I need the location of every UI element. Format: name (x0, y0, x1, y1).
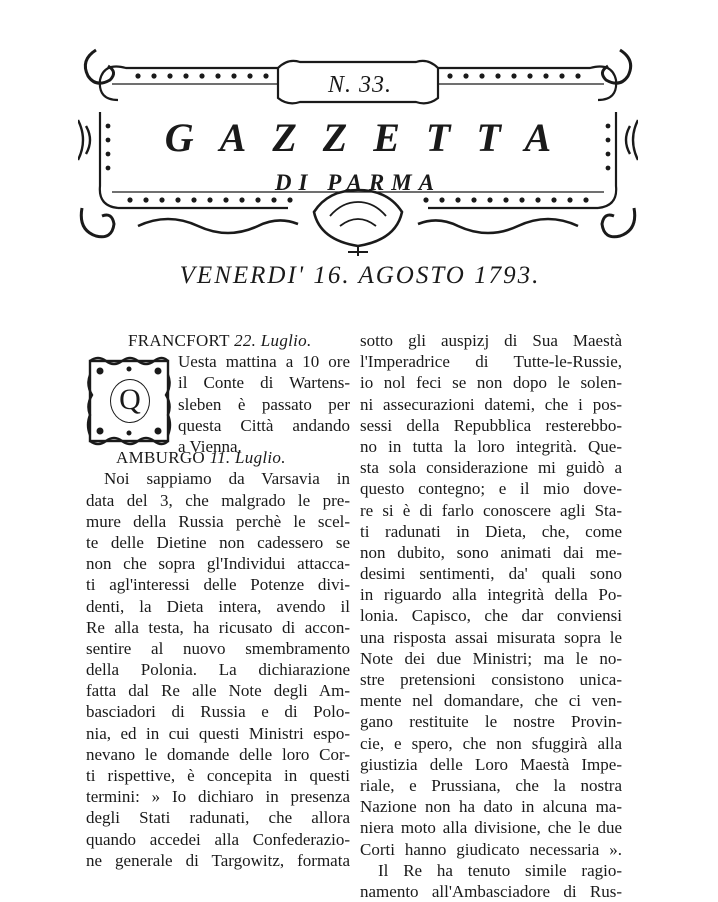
left-column (86, 330, 350, 871)
text-line: Nazione non ha dato in alcuna ma- (360, 797, 622, 817)
francfort-place: FRANCFORT (128, 331, 230, 350)
text-line: basciadori di Russia e di Polo- (86, 702, 350, 722)
text-line: namento all'Ambasciadore di Rus- (360, 881, 622, 901)
text-line: una risposta assai misurata sopra le (360, 627, 622, 647)
text-line: stre pretensioni consistono unica- (360, 670, 622, 689)
text-line: ti rispettive, è concepita in questi (86, 766, 350, 785)
text-line: il Conte di Wartens- (178, 373, 350, 393)
text-line: Il Re ha tenuto simile ragio- (378, 860, 622, 880)
text-line: della Polonia. La dichiarazione (86, 660, 350, 680)
francfort-heading (86, 330, 350, 351)
text-line: sentire al nuovo smembramento (86, 638, 350, 658)
text-line: fatta dal Re alle Note degli Am- (86, 681, 350, 701)
text-line: termini: » Io dichiaro in presenza (86, 787, 350, 807)
text-line: sotto gli auspizj di Sua Maestà (360, 331, 622, 350)
text-line: non dubito, sono animati dai me- (360, 542, 622, 562)
francfort-date: 22. Luglio. (234, 331, 312, 350)
text-line: l'Imperadrice di Tutte-le-Russie, (360, 352, 622, 372)
text-line: degli Stati radunati, che allora (86, 808, 350, 828)
text-line: non che sopra gl'Individui attacca- (86, 554, 350, 574)
issue-dateline: VENERDI' 16. AGOSTO 1793. (179, 262, 541, 289)
amburgo-place: AMBURGO (116, 448, 206, 468)
text-line: sessi della Repubblica resterebbo- (360, 415, 622, 435)
text-line: Note dei due Ministri; ma le no- (360, 648, 622, 668)
text-line: sta sola considerazione mi guidò a (360, 458, 622, 478)
issue-number: N. 33. (327, 72, 392, 98)
text-line: mure della Russia perchè le scel- (86, 511, 350, 531)
text-line: ne generale di Targowitz, formata (86, 850, 350, 870)
drop-cap-ornament (86, 355, 172, 447)
text-line: ti agl'interessi delle Potenze divi- (86, 575, 350, 595)
text-line: Corti hanno giudicato necessaria ». (360, 839, 622, 859)
newspaper-subtitle: DI PARMA (274, 170, 442, 195)
text-line: data del 3, che malgrado le pre- (86, 490, 350, 510)
text-line: in riguardo alla integrità della Po- (360, 585, 622, 605)
text-line: lonia. Capisco, che dar conviensi (360, 606, 622, 626)
text-line: niera moto alla divisione, che le due (360, 818, 622, 838)
text-line: questo contegno; e il mio dove- (360, 479, 622, 499)
text-line: Noi sappiamo da Varsavia in (104, 469, 350, 489)
drop-cap-lines (178, 351, 350, 457)
drop-cap-paragraph (86, 351, 350, 456)
text-line: te delle Dietine non cadessero se (86, 532, 350, 552)
text-line: mente nel domandare, che ci ven- (360, 691, 622, 711)
right-column (360, 330, 622, 902)
text-line: questa Città andando (178, 415, 350, 435)
drop-cap-letter: Q (110, 379, 150, 423)
amburgo-date: 11. Luglio. (209, 448, 286, 468)
masthead (78, 40, 638, 260)
text-line: nia, ed in cui questi Ministri espo- (86, 723, 350, 743)
text-line: Re alla testa, ha ricusato di accon- (86, 617, 350, 637)
text-line: io nol feci se non dopo le solen- (360, 373, 622, 393)
text-line: nevano le domande delle loro Cor- (86, 744, 350, 764)
text-line: ni assecurazioni datemi, che i pos- (360, 394, 622, 414)
text-line: no in tutta la loro integrità. Que- (360, 436, 622, 456)
text-line: cie, e spero, che non sfuggirà alla (360, 733, 622, 753)
text-line: ti radunati in Dieta, che, come (360, 521, 622, 541)
text-line: riale, e Prussiana, che la nostra (360, 775, 622, 795)
text-line: denti, la Dieta intera, avendo il (86, 596, 350, 616)
text-line: giustizia delle Loro Maestà Impe- (360, 754, 622, 774)
text-line: a Vienna. (178, 436, 242, 456)
newspaper-title: GAZZETTA (164, 115, 578, 160)
text-line: gano restituite le nostre Provin- (360, 712, 622, 732)
text-line: Uesta mattina a 10 ore (178, 352, 350, 372)
text-line: quando accedei alla Confederazio- (86, 829, 350, 849)
text-line: sleben è passato per (178, 394, 350, 414)
text-line: desimi sentimenti, da' quali sono (360, 564, 622, 584)
text-line: re si è di farlo conoscere agli Sta- (360, 500, 622, 520)
